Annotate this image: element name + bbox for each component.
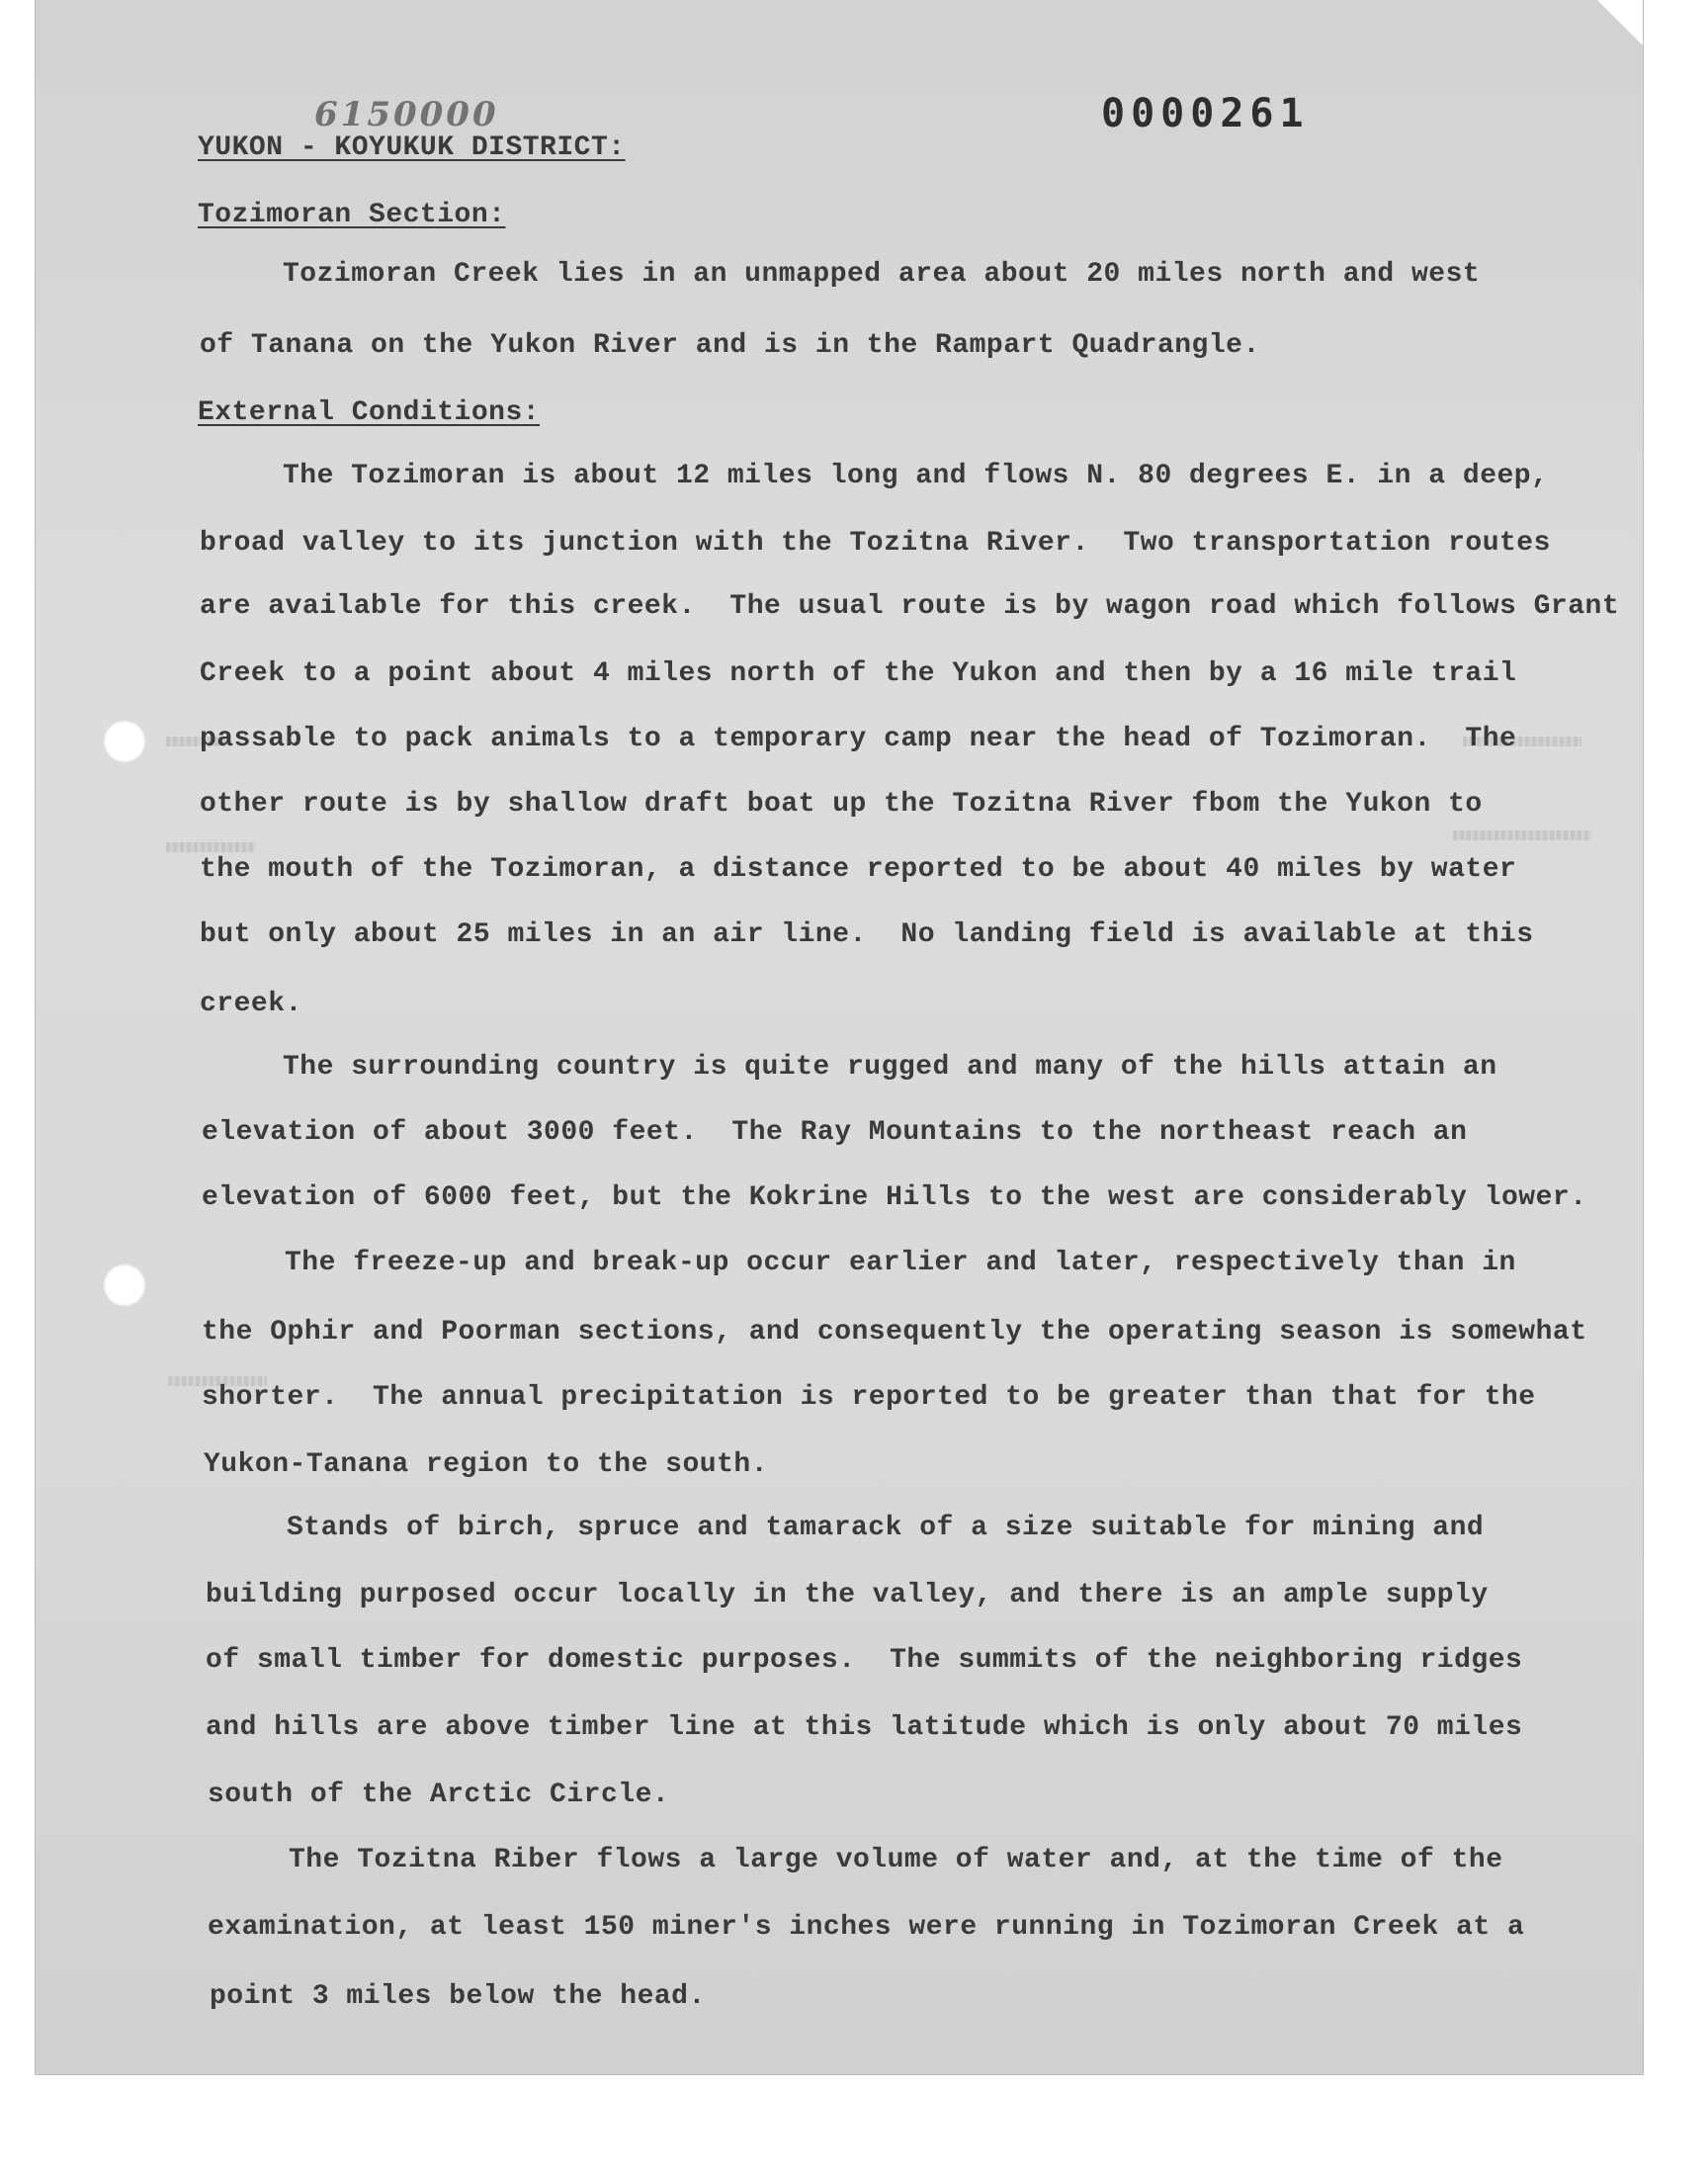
paragraph-line: Stands of birch, spruce and tamarack of a size suitable for mining and xyxy=(287,1513,1485,1543)
paragraph-line: shorter. The annual precipitation is reported to be greater than that for the xyxy=(202,1382,1536,1413)
paragraph-line: point 3 miles below the head. xyxy=(210,1981,706,2012)
paragraph-line: elevation of about 3000 feet. The Ray Mountains to the northeast reach an xyxy=(202,1117,1468,1148)
paragraph-line: broad valley to its junction with the Tozitna River. Two transportation routes xyxy=(200,528,1551,559)
paragraph-line: building purposed occur locally in the valley, and there is an ample supply xyxy=(206,1580,1489,1610)
paragraph-line: the mouth of the Tozimoran, a distance reported to be about 40 miles by water xyxy=(200,854,1517,885)
paragraph-line: of small timber for domestic purposes. The summits of the neighboring ridges xyxy=(206,1645,1523,1676)
paragraph-line: the Ophir and Poorman sections, and consequently the operating season is somewhat xyxy=(202,1317,1587,1348)
paragraph-line: and hills are above timber line at this latitude which is only about 70 miles xyxy=(206,1712,1523,1743)
intro-line: of Tanana on the Yukon River and is in the Rampart Quadrangle. xyxy=(200,330,1260,361)
paragraph-line: other route is by shallow draft boat up the Tozitna River fbom the Yukon to xyxy=(200,789,1483,820)
paragraph-line: elevation of 6000 feet, but the Kokrine Hills to the west are considerably lower. xyxy=(202,1182,1587,1213)
district-heading: YUKON - KOYUKUK DISTRICT: xyxy=(198,132,626,163)
paragraph-line: passable to pack animals to a temporary camp near the head of Tozimoran. The xyxy=(200,724,1517,754)
paragraph-line: creek. xyxy=(200,989,302,1019)
handwritten-stamp-number: 6150000 xyxy=(314,95,499,134)
document-number: 0000261 xyxy=(1101,91,1310,136)
paragraph-line: south of the Arctic Circle. xyxy=(208,1780,670,1810)
paragraph-line: The Tozitna Riber flows a large volume of water and, at the time of the xyxy=(289,1845,1503,1875)
intro-line: Tozimoran Creek lies in an unmapped area about 20 miles north and west xyxy=(283,259,1481,290)
paragraph-line: Creek to a point about 4 miles north of the Yukon and then by a 16 mile trail xyxy=(200,658,1517,689)
section-heading: Tozimoran Section: xyxy=(198,200,506,230)
conditions-heading: External Conditions: xyxy=(198,397,541,428)
paragraph-line: The surrounding country is quite rugged and many of the hills attain an xyxy=(283,1052,1497,1083)
paragraph-line: are available for this creek. The usual route is by wagon road which follows Grant xyxy=(200,591,1620,622)
paragraph-line: The freeze-up and break-up occur earlier and later, respectively than in xyxy=(285,1248,1516,1278)
paragraph-line: but only about 25 miles in an air line. No landing field is available at this xyxy=(200,919,1534,950)
paragraph-line: Yukon-Tanana region to the south. xyxy=(204,1449,768,1480)
paragraph-line: examination, at least 150 miner's inches were running in Tozimoran Creek at a xyxy=(208,1912,1525,1943)
paragraph-line: The Tozimoran is about 12 miles long and flows N. 80 degrees E. in a deep, xyxy=(283,461,1549,491)
